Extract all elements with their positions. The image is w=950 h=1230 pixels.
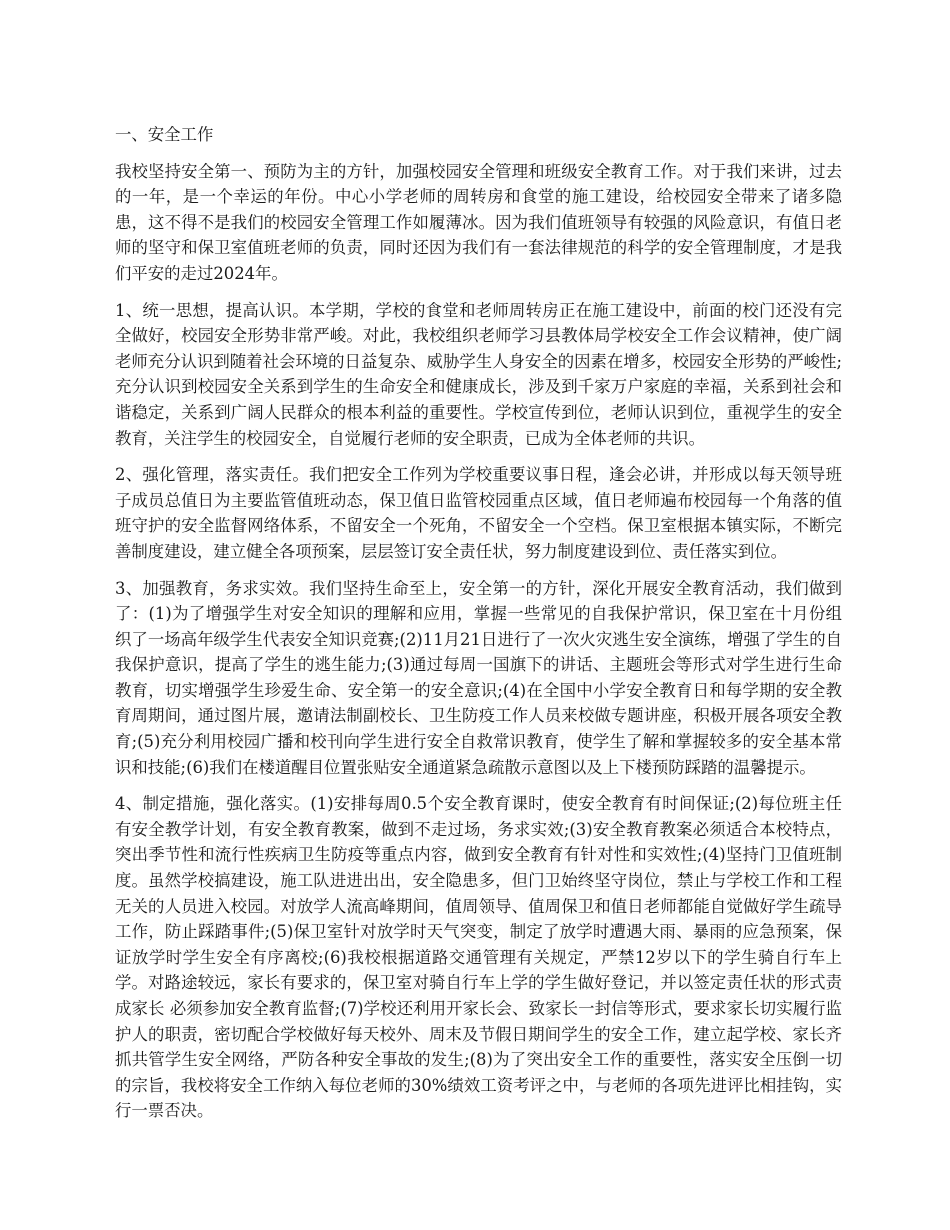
paragraph-strengthen-management: 2、强化管理，落实责任。我们把安全工作列为学校重要议事日程，逢会必讲，并形成以每天领导班子成员总值日为主要监管值班动态，保卫值日监管校园重点区域，值日老师遍布校园每一个角落的值班守护的安全监督网络体系，不留安全一个死角，不留安全一个空档。保卫室根据本镇实际，不断完善制度建设，建立健全各项预案，层层签订安全责任状，努力制度建设到位、责任落实到位。 bbox=[115, 465, 842, 561]
paragraph-unify-thinking: 1、统一思想，提高认识。本学期，学校的食堂和老师周转房正在施工建设中，前面的校门还没有完全做好，校园安全形势非常严峻。对此，我校组织老师学习县教体局学校安全工作会议精神，使广阔老师充分认识到随着社会环境的日益复杂、威胁学生人身安全的因素在增多，校园安全形势的严峻性;充分认识到校园安全关系到学生的生命安全和健康成长，涉及到千家万户家庭的幸福，关系到社会和谐稳定，关系到广阔人民群众的根本利益的重要性。学校宣传到位，老师认识到位，重视学生的安全教育，关注学生的校园安全，自觉履行老师的安全职责，已成为全体老师的共识。 bbox=[115, 300, 842, 448]
paragraph-measures: 4、制定措施，强化落实。(1)安排每周0.5个安全教育课时，使安全教育有时间保证;(2)每位班主任有安全教学计划，有安全教育教案，做到不走过场，务求实效;(3)安全教育教案必须适合本校特点，突出季节性和流行性疾病卫生防疫等重点内容，做到安全教育有针对性和实效性;(4)坚持门卫值班制度。虽然学校搞建设，施工队进进出出，安全隐患多，但门卫始终坚守岗位，禁止与学校工作和工程无关的人员进入校园。对放学人流高峰期间，值周领导、值周保卫和值日老师都能自觉做好学生疏导工作，防止踩踏事件;(5)保卫室针对放学时天气突变，制定了放学时遭遇大雨、暴雨的应急预案，保证放学时学生安全有序离校;(6)我校根据道路交通管理有关规定，严禁12岁以下的学生骑自行车上学。对路途较远，家长有要求的，保卫室对骑自行车上学的学生做好登记，并以签定责任状的形式责成家长 必须参加安全教育监督;(7)学校还利用开家长会、致家长一封信等形式，要求家长切实履行监护人的职责，密切配合学校做好每天校外、周末及节假日期间学生的安全工作，建立起学校、家长齐抓共管学生安全网络，严防各种安全事故的发生;(8)为了突出安全工作的重要性，落实安全压倒一切的宗旨，我校将安全工作纳入每位老师的30%绩效工资考评之中，与老师的各项先进评比相挂钩，实行一票否决。 bbox=[115, 794, 842, 1121]
section-heading: 一、安全工作 bbox=[115, 125, 214, 144]
intro-paragraph: 我校坚持安全第一、预防为主的方针，加强校园安全管理和班级安全教育工作。对于我们来讲，过去的一年，是一个幸运的年份。中心小学老师的周转房和食堂的施工建设，给校园安全带来了诸多隐患，这不得不是我们的校园安全管理工作如履薄冰。因为我们值班领导有较强的风险意识，有值日老师的坚守和保卫室值班老师的负责，同时还因为我们有一套法律规范的科学的安全管理制度，才是我们平安的走过2024年。 bbox=[115, 161, 842, 283]
paragraph-strengthen-education: 3、加强教育，务求实效。我们坚持生命至上，安全第一的方针，深化开展安全教育活动，我们做到了：(1)为了增强学生对安全知识的理解和应用，掌握一些常见的自我保护常识，保卫室在十月份组织了一场高年级学生代表安全知识竞赛;(2)11月21日进行了一次火灾逃生安全演练，增强了学生的自我保护意识，提高了学生的逃生能力;(3)通过每周一国旗下的讲话、主题班会等形式对学生进行生命教育，切实增强学生珍爱生命、安全第一的安全意识;(4)在全国中小学安全教育日和每学期的安全教育周期间，通过图片展，邀请法制副校长、卫生防疫工作人员来校做专题讲座，积极开展各项安全教育;(5)充分利用校园广播和校刊向学生进行安全自救常识教育，使学生了解和掌握较多的安全基本常识和技能;(6)我们在楼道醒目位置张贴安全通道紧急疏散示意图以及上下楼预防踩踏的温馨提示。 bbox=[115, 578, 842, 777]
document-page bbox=[115, 122, 842, 1135]
